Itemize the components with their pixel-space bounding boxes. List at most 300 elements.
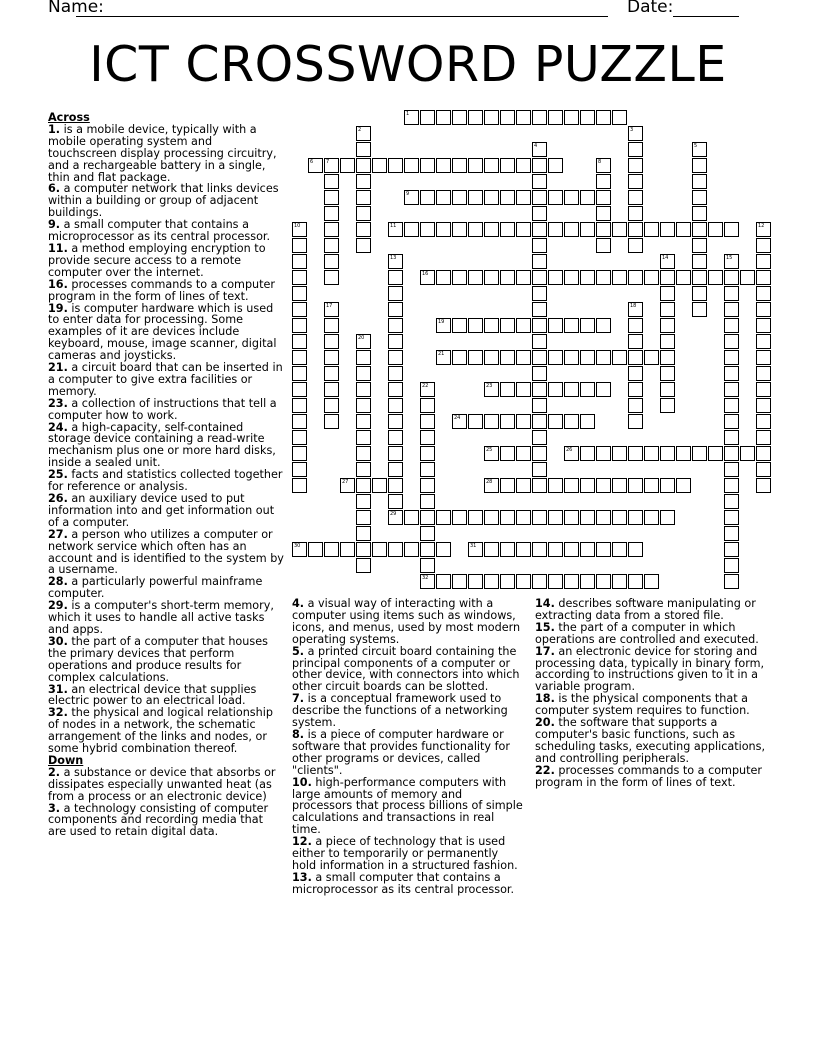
grid-cell[interactable] (628, 398, 643, 413)
grid-cell[interactable] (724, 574, 739, 589)
grid-cell[interactable] (420, 158, 435, 173)
grid-cell[interactable] (468, 190, 483, 205)
grid-cell[interactable] (564, 350, 579, 365)
grid-cell[interactable] (292, 334, 307, 349)
grid-cell[interactable] (468, 110, 483, 125)
grid-cell[interactable] (596, 542, 611, 557)
grid-cell[interactable] (436, 350, 451, 365)
grid-cell[interactable] (436, 542, 451, 557)
grid-cell[interactable] (756, 446, 771, 461)
grid-cell[interactable] (660, 270, 675, 285)
grid-cell[interactable] (548, 574, 563, 589)
grid-cell[interactable] (468, 510, 483, 525)
grid-cell[interactable] (644, 574, 659, 589)
grid-cell[interactable] (324, 238, 339, 253)
grid-cell[interactable] (500, 110, 515, 125)
grid-cell[interactable] (292, 430, 307, 445)
grid-cell[interactable] (420, 414, 435, 429)
grid-cell[interactable] (324, 366, 339, 381)
grid-cell[interactable] (292, 478, 307, 493)
grid-cell[interactable] (532, 414, 547, 429)
grid-cell[interactable] (404, 222, 419, 237)
grid-cell[interactable] (660, 478, 675, 493)
grid-cell[interactable] (356, 462, 371, 477)
grid-cell[interactable] (308, 542, 323, 557)
grid-cell[interactable] (356, 190, 371, 205)
grid-cell[interactable] (420, 446, 435, 461)
grid-cell[interactable] (500, 542, 515, 557)
grid-cell[interactable] (676, 270, 691, 285)
grid-cell[interactable] (500, 270, 515, 285)
grid-cell[interactable] (532, 542, 547, 557)
grid-cell[interactable] (628, 142, 643, 157)
grid-cell[interactable] (388, 398, 403, 413)
grid-cell[interactable] (516, 446, 531, 461)
grid-cell[interactable] (484, 318, 499, 333)
grid-cell[interactable] (420, 478, 435, 493)
grid-cell[interactable] (372, 542, 387, 557)
grid-cell[interactable] (676, 222, 691, 237)
grid-cell[interactable] (724, 558, 739, 573)
grid-cell[interactable] (580, 270, 595, 285)
grid-cell[interactable] (644, 222, 659, 237)
grid-cell[interactable] (724, 366, 739, 381)
grid-cell[interactable] (580, 222, 595, 237)
grid-cell[interactable] (324, 174, 339, 189)
grid-cell[interactable] (724, 302, 739, 317)
grid-cell[interactable] (516, 190, 531, 205)
grid-cell[interactable] (324, 382, 339, 397)
grid-cell[interactable] (596, 478, 611, 493)
grid-cell[interactable] (292, 542, 307, 557)
grid-cell[interactable] (468, 318, 483, 333)
grid-cell[interactable] (708, 222, 723, 237)
grid-cell[interactable] (356, 334, 371, 349)
grid-cell[interactable] (356, 174, 371, 189)
grid-cell[interactable] (436, 190, 451, 205)
grid-cell[interactable] (452, 414, 467, 429)
grid-cell[interactable] (388, 494, 403, 509)
grid-cell[interactable] (404, 542, 419, 557)
grid-cell[interactable] (500, 478, 515, 493)
grid-cell[interactable] (628, 174, 643, 189)
grid-cell[interactable] (756, 478, 771, 493)
grid-cell[interactable] (660, 350, 675, 365)
grid-cell[interactable] (596, 190, 611, 205)
name-line[interactable] (76, 16, 608, 17)
grid-cell[interactable] (532, 462, 547, 477)
grid-cell[interactable] (452, 318, 467, 333)
grid-cell[interactable] (356, 126, 371, 141)
grid-cell[interactable] (596, 270, 611, 285)
grid-cell[interactable] (468, 270, 483, 285)
date-line[interactable] (673, 16, 739, 17)
grid-cell[interactable] (532, 446, 547, 461)
grid-cell[interactable] (612, 574, 627, 589)
grid-cell[interactable] (388, 222, 403, 237)
grid-cell[interactable] (596, 222, 611, 237)
grid-cell[interactable] (532, 270, 547, 285)
grid-cell[interactable] (388, 270, 403, 285)
grid-cell[interactable] (580, 190, 595, 205)
grid-cell[interactable] (292, 302, 307, 317)
grid-cell[interactable] (340, 158, 355, 173)
grid-cell[interactable] (404, 158, 419, 173)
grid-cell[interactable] (292, 254, 307, 269)
grid-cell[interactable] (548, 222, 563, 237)
grid-cell[interactable] (628, 478, 643, 493)
grid-cell[interactable] (356, 398, 371, 413)
grid-cell[interactable] (580, 414, 595, 429)
grid-cell[interactable] (388, 366, 403, 381)
grid-cell[interactable] (612, 222, 627, 237)
grid-cell[interactable] (500, 382, 515, 397)
grid-cell[interactable] (756, 270, 771, 285)
grid-cell[interactable] (484, 110, 499, 125)
grid-cell[interactable] (596, 110, 611, 125)
grid-cell[interactable] (740, 270, 755, 285)
grid-cell[interactable] (676, 478, 691, 493)
grid-cell[interactable] (564, 446, 579, 461)
grid-cell[interactable] (580, 110, 595, 125)
grid-cell[interactable] (692, 222, 707, 237)
grid-cell[interactable] (628, 158, 643, 173)
grid-cell[interactable] (532, 142, 547, 157)
grid-cell[interactable] (516, 414, 531, 429)
grid-cell[interactable] (292, 446, 307, 461)
grid-cell[interactable] (612, 350, 627, 365)
grid-cell[interactable] (356, 558, 371, 573)
grid-cell[interactable] (388, 334, 403, 349)
grid-cell[interactable] (436, 222, 451, 237)
grid-cell[interactable] (324, 158, 339, 173)
grid-cell[interactable] (484, 510, 499, 525)
grid-cell[interactable] (756, 414, 771, 429)
grid-cell[interactable] (532, 350, 547, 365)
grid-cell[interactable] (692, 174, 707, 189)
grid-cell[interactable] (532, 574, 547, 589)
grid-cell[interactable] (356, 350, 371, 365)
grid-cell[interactable] (420, 270, 435, 285)
grid-cell[interactable] (388, 158, 403, 173)
grid-cell[interactable] (564, 110, 579, 125)
grid-cell[interactable] (692, 142, 707, 157)
grid-cell[interactable] (420, 542, 435, 557)
grid-cell[interactable] (564, 478, 579, 493)
grid-cell[interactable] (628, 126, 643, 141)
grid-cell[interactable] (324, 206, 339, 221)
grid-cell[interactable] (420, 558, 435, 573)
grid-cell[interactable] (548, 414, 563, 429)
grid-cell[interactable] (628, 222, 643, 237)
grid-cell[interactable] (308, 158, 323, 173)
grid-cell[interactable] (484, 542, 499, 557)
grid-cell[interactable] (420, 430, 435, 445)
grid-cell[interactable] (564, 222, 579, 237)
grid-cell[interactable] (628, 270, 643, 285)
grid-cell[interactable] (516, 318, 531, 333)
grid-cell[interactable] (532, 334, 547, 349)
grid-cell[interactable] (404, 110, 419, 125)
grid-cell[interactable] (500, 414, 515, 429)
grid-cell[interactable] (724, 478, 739, 493)
grid-cell[interactable] (340, 478, 355, 493)
grid-cell[interactable] (452, 350, 467, 365)
grid-cell[interactable] (532, 302, 547, 317)
grid-cell[interactable] (532, 478, 547, 493)
grid-cell[interactable] (292, 222, 307, 237)
grid-cell[interactable] (628, 350, 643, 365)
grid-cell[interactable] (500, 158, 515, 173)
grid-cell[interactable] (420, 382, 435, 397)
grid-cell[interactable] (324, 302, 339, 317)
grid-cell[interactable] (580, 382, 595, 397)
grid-cell[interactable] (596, 382, 611, 397)
grid-cell[interactable] (724, 350, 739, 365)
grid-cell[interactable] (532, 206, 547, 221)
grid-cell[interactable] (692, 158, 707, 173)
grid-cell[interactable] (756, 318, 771, 333)
grid-cell[interactable] (356, 382, 371, 397)
grid-cell[interactable] (612, 542, 627, 557)
grid-cell[interactable] (692, 254, 707, 269)
grid-cell[interactable] (660, 302, 675, 317)
grid-cell[interactable] (324, 190, 339, 205)
grid-cell[interactable] (372, 478, 387, 493)
grid-cell[interactable] (356, 478, 371, 493)
grid-cell[interactable] (388, 446, 403, 461)
grid-cell[interactable] (292, 318, 307, 333)
grid-cell[interactable] (500, 350, 515, 365)
grid-cell[interactable] (532, 510, 547, 525)
grid-cell[interactable] (724, 526, 739, 541)
grid-cell[interactable] (500, 190, 515, 205)
grid-cell[interactable] (756, 382, 771, 397)
grid-cell[interactable] (500, 574, 515, 589)
grid-cell[interactable] (628, 414, 643, 429)
grid-cell[interactable] (324, 334, 339, 349)
grid-cell[interactable] (356, 430, 371, 445)
grid-cell[interactable] (532, 366, 547, 381)
grid-cell[interactable] (404, 510, 419, 525)
grid-cell[interactable] (580, 318, 595, 333)
grid-cell[interactable] (580, 478, 595, 493)
grid-cell[interactable] (596, 158, 611, 173)
grid-cell[interactable] (628, 382, 643, 397)
grid-cell[interactable] (532, 382, 547, 397)
grid-cell[interactable] (660, 254, 675, 269)
grid-cell[interactable] (532, 174, 547, 189)
grid-cell[interactable] (436, 158, 451, 173)
grid-cell[interactable] (420, 398, 435, 413)
grid-cell[interactable] (532, 318, 547, 333)
grid-cell[interactable] (564, 382, 579, 397)
grid-cell[interactable] (388, 478, 403, 493)
grid-cell[interactable] (500, 318, 515, 333)
grid-cell[interactable] (388, 254, 403, 269)
grid-cell[interactable] (724, 430, 739, 445)
grid-cell[interactable] (484, 446, 499, 461)
grid-cell[interactable] (596, 510, 611, 525)
grid-cell[interactable] (436, 318, 451, 333)
grid-cell[interactable] (724, 222, 739, 237)
grid-cell[interactable] (660, 222, 675, 237)
grid-cell[interactable] (516, 542, 531, 557)
grid-cell[interactable] (356, 510, 371, 525)
grid-cell[interactable] (596, 574, 611, 589)
grid-cell[interactable] (468, 542, 483, 557)
grid-cell[interactable] (596, 446, 611, 461)
grid-cell[interactable] (660, 382, 675, 397)
grid-cell[interactable] (388, 462, 403, 477)
grid-cell[interactable] (596, 174, 611, 189)
grid-cell[interactable] (516, 110, 531, 125)
grid-cell[interactable] (500, 222, 515, 237)
grid-cell[interactable] (292, 238, 307, 253)
grid-cell[interactable] (548, 158, 563, 173)
grid-cell[interactable] (420, 222, 435, 237)
grid-cell[interactable] (484, 270, 499, 285)
grid-cell[interactable] (724, 414, 739, 429)
grid-cell[interactable] (692, 446, 707, 461)
grid-cell[interactable] (660, 366, 675, 381)
grid-cell[interactable] (708, 270, 723, 285)
grid-cell[interactable] (516, 478, 531, 493)
grid-cell[interactable] (724, 286, 739, 301)
grid-cell[interactable] (468, 222, 483, 237)
grid-cell[interactable] (660, 446, 675, 461)
grid-cell[interactable] (724, 510, 739, 525)
grid-cell[interactable] (484, 382, 499, 397)
grid-cell[interactable] (484, 158, 499, 173)
grid-cell[interactable] (756, 430, 771, 445)
grid-cell[interactable] (356, 542, 371, 557)
grid-cell[interactable] (356, 222, 371, 237)
grid-cell[interactable] (628, 302, 643, 317)
grid-cell[interactable] (292, 366, 307, 381)
grid-cell[interactable] (628, 334, 643, 349)
grid-cell[interactable] (388, 414, 403, 429)
grid-cell[interactable] (756, 398, 771, 413)
grid-cell[interactable] (388, 382, 403, 397)
grid-cell[interactable] (628, 318, 643, 333)
grid-cell[interactable] (580, 574, 595, 589)
grid-cell[interactable] (548, 110, 563, 125)
grid-cell[interactable] (756, 334, 771, 349)
grid-cell[interactable] (452, 158, 467, 173)
grid-cell[interactable] (292, 286, 307, 301)
grid-cell[interactable] (436, 110, 451, 125)
grid-cell[interactable] (596, 350, 611, 365)
grid-cell[interactable] (580, 350, 595, 365)
grid-cell[interactable] (516, 350, 531, 365)
grid-cell[interactable] (452, 222, 467, 237)
grid-cell[interactable] (532, 158, 547, 173)
grid-cell[interactable] (324, 318, 339, 333)
grid-cell[interactable] (724, 254, 739, 269)
grid-cell[interactable] (692, 206, 707, 221)
grid-cell[interactable] (516, 382, 531, 397)
grid-cell[interactable] (628, 190, 643, 205)
grid-cell[interactable] (324, 254, 339, 269)
grid-cell[interactable] (628, 446, 643, 461)
grid-cell[interactable] (500, 510, 515, 525)
grid-cell[interactable] (420, 526, 435, 541)
grid-cell[interactable] (468, 574, 483, 589)
grid-cell[interactable] (724, 318, 739, 333)
grid-cell[interactable] (452, 574, 467, 589)
grid-cell[interactable] (532, 222, 547, 237)
grid-cell[interactable] (292, 398, 307, 413)
grid-cell[interactable] (612, 510, 627, 525)
grid-cell[interactable] (756, 462, 771, 477)
grid-cell[interactable] (516, 222, 531, 237)
grid-cell[interactable] (724, 334, 739, 349)
grid-cell[interactable] (660, 286, 675, 301)
grid-cell[interactable] (660, 334, 675, 349)
grid-cell[interactable] (612, 478, 627, 493)
grid-cell[interactable] (420, 574, 435, 589)
grid-cell[interactable] (692, 302, 707, 317)
grid-cell[interactable] (692, 270, 707, 285)
grid-cell[interactable] (724, 494, 739, 509)
grid-cell[interactable] (692, 286, 707, 301)
grid-cell[interactable] (692, 190, 707, 205)
grid-cell[interactable] (468, 158, 483, 173)
grid-cell[interactable] (756, 286, 771, 301)
grid-cell[interactable] (324, 398, 339, 413)
grid-cell[interactable] (356, 414, 371, 429)
grid-cell[interactable] (756, 302, 771, 317)
grid-cell[interactable] (292, 350, 307, 365)
grid-cell[interactable] (292, 382, 307, 397)
grid-cell[interactable] (420, 190, 435, 205)
grid-cell[interactable] (420, 494, 435, 509)
grid-cell[interactable] (628, 542, 643, 557)
grid-cell[interactable] (324, 350, 339, 365)
grid-cell[interactable] (468, 414, 483, 429)
grid-cell[interactable] (324, 222, 339, 237)
grid-cell[interactable] (532, 238, 547, 253)
grid-cell[interactable] (612, 270, 627, 285)
grid-cell[interactable] (724, 542, 739, 557)
grid-cell[interactable] (292, 462, 307, 477)
grid-cell[interactable] (356, 526, 371, 541)
grid-cell[interactable] (740, 446, 755, 461)
grid-cell[interactable] (420, 510, 435, 525)
grid-cell[interactable] (756, 350, 771, 365)
grid-cell[interactable] (356, 142, 371, 157)
grid-cell[interactable] (660, 318, 675, 333)
grid-cell[interactable] (612, 446, 627, 461)
grid-cell[interactable] (708, 446, 723, 461)
grid-cell[interactable] (596, 206, 611, 221)
grid-cell[interactable] (484, 414, 499, 429)
grid-cell[interactable] (436, 510, 451, 525)
grid-cell[interactable] (564, 190, 579, 205)
grid-cell[interactable] (548, 542, 563, 557)
grid-cell[interactable] (436, 270, 451, 285)
grid-cell[interactable] (340, 542, 355, 557)
grid-cell[interactable] (484, 478, 499, 493)
grid-cell[interactable] (564, 318, 579, 333)
grid-cell[interactable] (484, 350, 499, 365)
grid-cell[interactable] (484, 574, 499, 589)
grid-cell[interactable] (484, 190, 499, 205)
grid-cell[interactable] (548, 270, 563, 285)
grid-cell[interactable] (356, 238, 371, 253)
grid-cell[interactable] (372, 158, 387, 173)
